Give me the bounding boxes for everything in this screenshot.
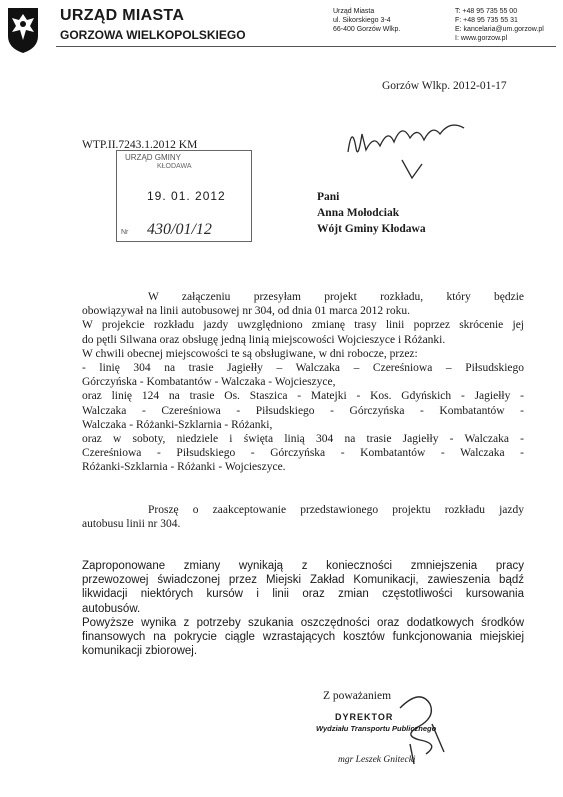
header-divider [56,46,556,47]
paragraph-gap [82,489,524,503]
handwritten-signature-top [340,104,490,184]
paragraph-gap [82,545,524,559]
signatory-name: mgr Leszek Gnitecki [338,755,416,765]
contact-phone: T: +48 95 735 55 00 [455,8,518,15]
body-line: przewozowej świadczonej przez Miejski Zakład Komunikacji, zawieszenia bądź [82,574,524,587]
recipient-block [317,189,426,237]
body-line: Różanki-Szklarnia - Różanki - Wojcieszyce. [82,461,286,474]
body-line: Zaproponowane zmiany wynikają z konieczności zmniejszenia pracy [82,560,524,573]
body-line: Powyższe wynika z potrzeby szukania oszczędności oraz dodatkowych środków [82,616,524,629]
body-line: do pętli Silwana oraz obsługę jedną linią miejscowości Wojcieszyce i Różanki. [82,333,446,346]
body-line: Walczaka - Czereśniowa - Piłsudskiego - Górczyńska - Kombatantów - [82,404,524,417]
stamp-date: 19. 01. 2012 [147,189,226,203]
body-line: W chwili obecnej miejscowości te są obsługiwane, w dni robocze, przez: [82,347,418,360]
recipient-line: Wójt Gminy Kłodawa [317,223,426,235]
body-line: Walczaka - Różanki-Szklarnia - Różanki, [82,418,273,431]
stamp-office-sub: KŁODAWA [157,163,192,170]
incoming-stamp [116,150,252,242]
body-line: Górczyńska - Kombatantów - Walczaka - Wojcieszyce, [82,376,336,389]
body-line: Proszę o zaakceptowanie przedstawionego projektu rozkładu jazdy [148,503,524,516]
body-line: likwidacji niektórych kursów i linii oraz zmian częstotliwości kursowania [82,588,524,601]
body-line: oraz linię 124 na trasie Os. Staszica - Matejki - Kos. Gdyńskich - Jagiełły - [82,390,524,403]
signatory-department: Wydziału Transportu Publicznego [316,724,437,733]
address-line: 66-400 Gorzów Wlkp. [333,26,401,33]
stamp-office: URZĄD GMINY [125,153,181,162]
body-line: autobusów. [82,602,141,615]
reference-number: WTP.II.7243.1.2012 KM [82,139,198,151]
eagle-crest-icon [6,6,40,54]
body-line: komunikacji zbiorowej. [82,645,198,658]
body-line: finansowych na pokrycie ciągle wzrastających kosztów funkcjonowania miejskiej [82,631,524,644]
letter-date: Gorzów Wlkp. 2012-01-17 [382,80,507,92]
paragraph-gap [82,531,524,545]
body-line: Czereśniowa - Piłsudskiego - Górczyńska - Kombatantów - Walczaka - [82,447,524,460]
org-name-line2: GORZOWA WIELKOPOLSKIEGO [60,28,246,42]
stamp-nr-value: 430/01/12 [147,221,212,238]
address-line: Urząd Miasta [333,8,375,15]
contact-fax: F: +48 95 735 55 31 [455,17,518,24]
closing-phrase: Z poważaniem [323,690,392,702]
stamp-nr-label: Nr [121,229,129,236]
signatory-title: DYREKTOR [335,712,394,722]
body-line: - linię 304 na trasie Jagiełły – Walczaka – Czereśniowa – Piłsudskiego [82,362,524,375]
letter-body [82,290,524,658]
paragraph-gap [82,475,524,489]
recipient-line: Anna Mołodciak [317,207,400,219]
contact-email: E: kancelaria@um.gorzow.pl [455,26,544,33]
body-line: W załączeniu przesyłam projekt rozkładu, który będzie [148,291,524,303]
org-name-line1: URZĄD MIASTA [60,7,185,24]
body-line: obowiązywał na linii autobusowej nr 304, od dnia 01 marca 2012 roku. [82,305,410,318]
recipient-line: Pani [317,191,340,203]
contact-website: I: www.gorzow.pl [455,35,508,42]
body-line: oraz w soboty, niedziele i święta linią 304 na trasie Jagiełły - Walczaka - [82,433,524,446]
address-line: ul. Sikorskiego 3-4 [333,17,391,24]
body-line: autobusu linii nr 304. [82,517,181,530]
body-line: W projekcie rozkładu jazdy uwzględniono zmianę trasy linii poprzez skrócenie jej [82,319,524,332]
